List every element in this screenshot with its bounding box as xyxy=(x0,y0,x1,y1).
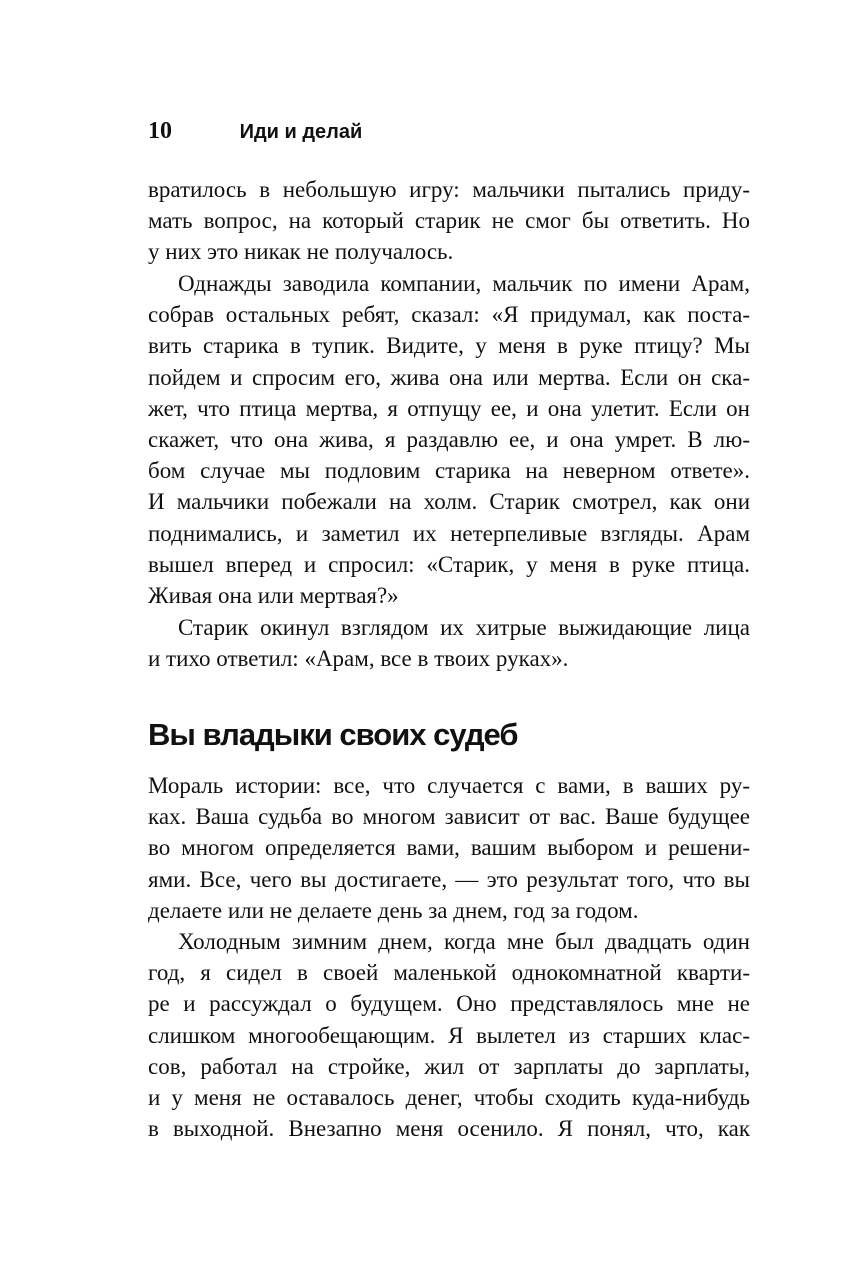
text-line: сов, работал на стройке, жил от зарплаты до зарплаты, xyxy=(148,1053,750,1079)
text-line: делаете или не делаете день за днем, год за годом. xyxy=(148,897,639,923)
text-line: бом случае мы подловим старика на неверном ответе». xyxy=(148,458,750,484)
running-head xyxy=(148,116,748,146)
story-paragraph-3 xyxy=(148,612,750,674)
section-paragraph-2 xyxy=(148,926,750,1144)
text-line: Мораль истории: все, что случается с вами, в ваших ру- xyxy=(148,773,750,798)
section-paragraph-1 xyxy=(148,770,750,926)
text-line: в выходной. Внезапно меня осенило. Я понял, что, как xyxy=(148,1116,750,1142)
text-line: год, я сидел в своей маленькой однокомнатной кварти- xyxy=(148,960,750,986)
story-paragraph-1 xyxy=(148,174,750,268)
text-line: Живая она или мертвая?» xyxy=(148,582,399,608)
text-line: Однажды заводила компании, мальчик по имени Арам, xyxy=(178,271,750,296)
text-line: ках. Ваша судьба во многом зависит от вас. Ваше будущее xyxy=(148,804,750,830)
text-line: и у меня не оставалось денег, чтобы сходить куда-нибудь xyxy=(148,1084,750,1110)
text-line: слишком многообещающим. Я вылетел из старших клас- xyxy=(148,1022,750,1048)
text-line: ями. Все, чего вы достигаете, — это результат того, что вы xyxy=(148,866,750,892)
text-line: собрав остальных ребят, сказал: «Я придумал, как поста- xyxy=(148,302,750,328)
text-line: вить старика в тупик. Видите, у меня в руке птицу? Мы xyxy=(148,333,750,359)
book-title: Иди и делай xyxy=(239,121,363,143)
text-line: жет, что птица мертва, я отпущу ее, и она улетит. Если он xyxy=(148,395,750,421)
text-line: Старик окинул взглядом их хитрые выжидающие лица xyxy=(178,615,750,640)
text-line: скажет, что она жива, я раздавлю ее, и она умрет. В лю- xyxy=(148,426,750,452)
section-heading: Вы владыки своих судеб xyxy=(148,717,518,752)
text-line: у них это никак не получалось. xyxy=(148,239,454,265)
text-line: мать вопрос, на который старик не смог бы ответить. Но xyxy=(148,208,750,234)
story-paragraph-2 xyxy=(148,268,750,611)
text-line: поднимались, и заметил их нетерпеливые взгляды. Арам xyxy=(148,520,750,546)
text-line: ре и рассуждал о будущем. Оно представлялось мне не xyxy=(148,991,750,1017)
page-number: 10 xyxy=(148,118,172,144)
text-line: Холодным зимним днем, когда мне был двадцать один xyxy=(178,929,750,954)
text-line: вратилось в небольшую игру: мальчики пытались приду- xyxy=(148,177,750,202)
text-line: пойдем и спросим его, жива она или мертва. Если он ска- xyxy=(148,364,750,390)
text-line: и тихо ответил: «Арам, все в твоих руках». xyxy=(148,646,569,672)
text-line: во многом определяется вами, вашим выбором и решени- xyxy=(148,835,750,861)
text-line: вышел вперед и спросил: «Старик, у меня в руке птица. xyxy=(148,551,750,577)
text-line: И мальчики побежали на холм. Старик смотрел, как они xyxy=(148,489,750,515)
